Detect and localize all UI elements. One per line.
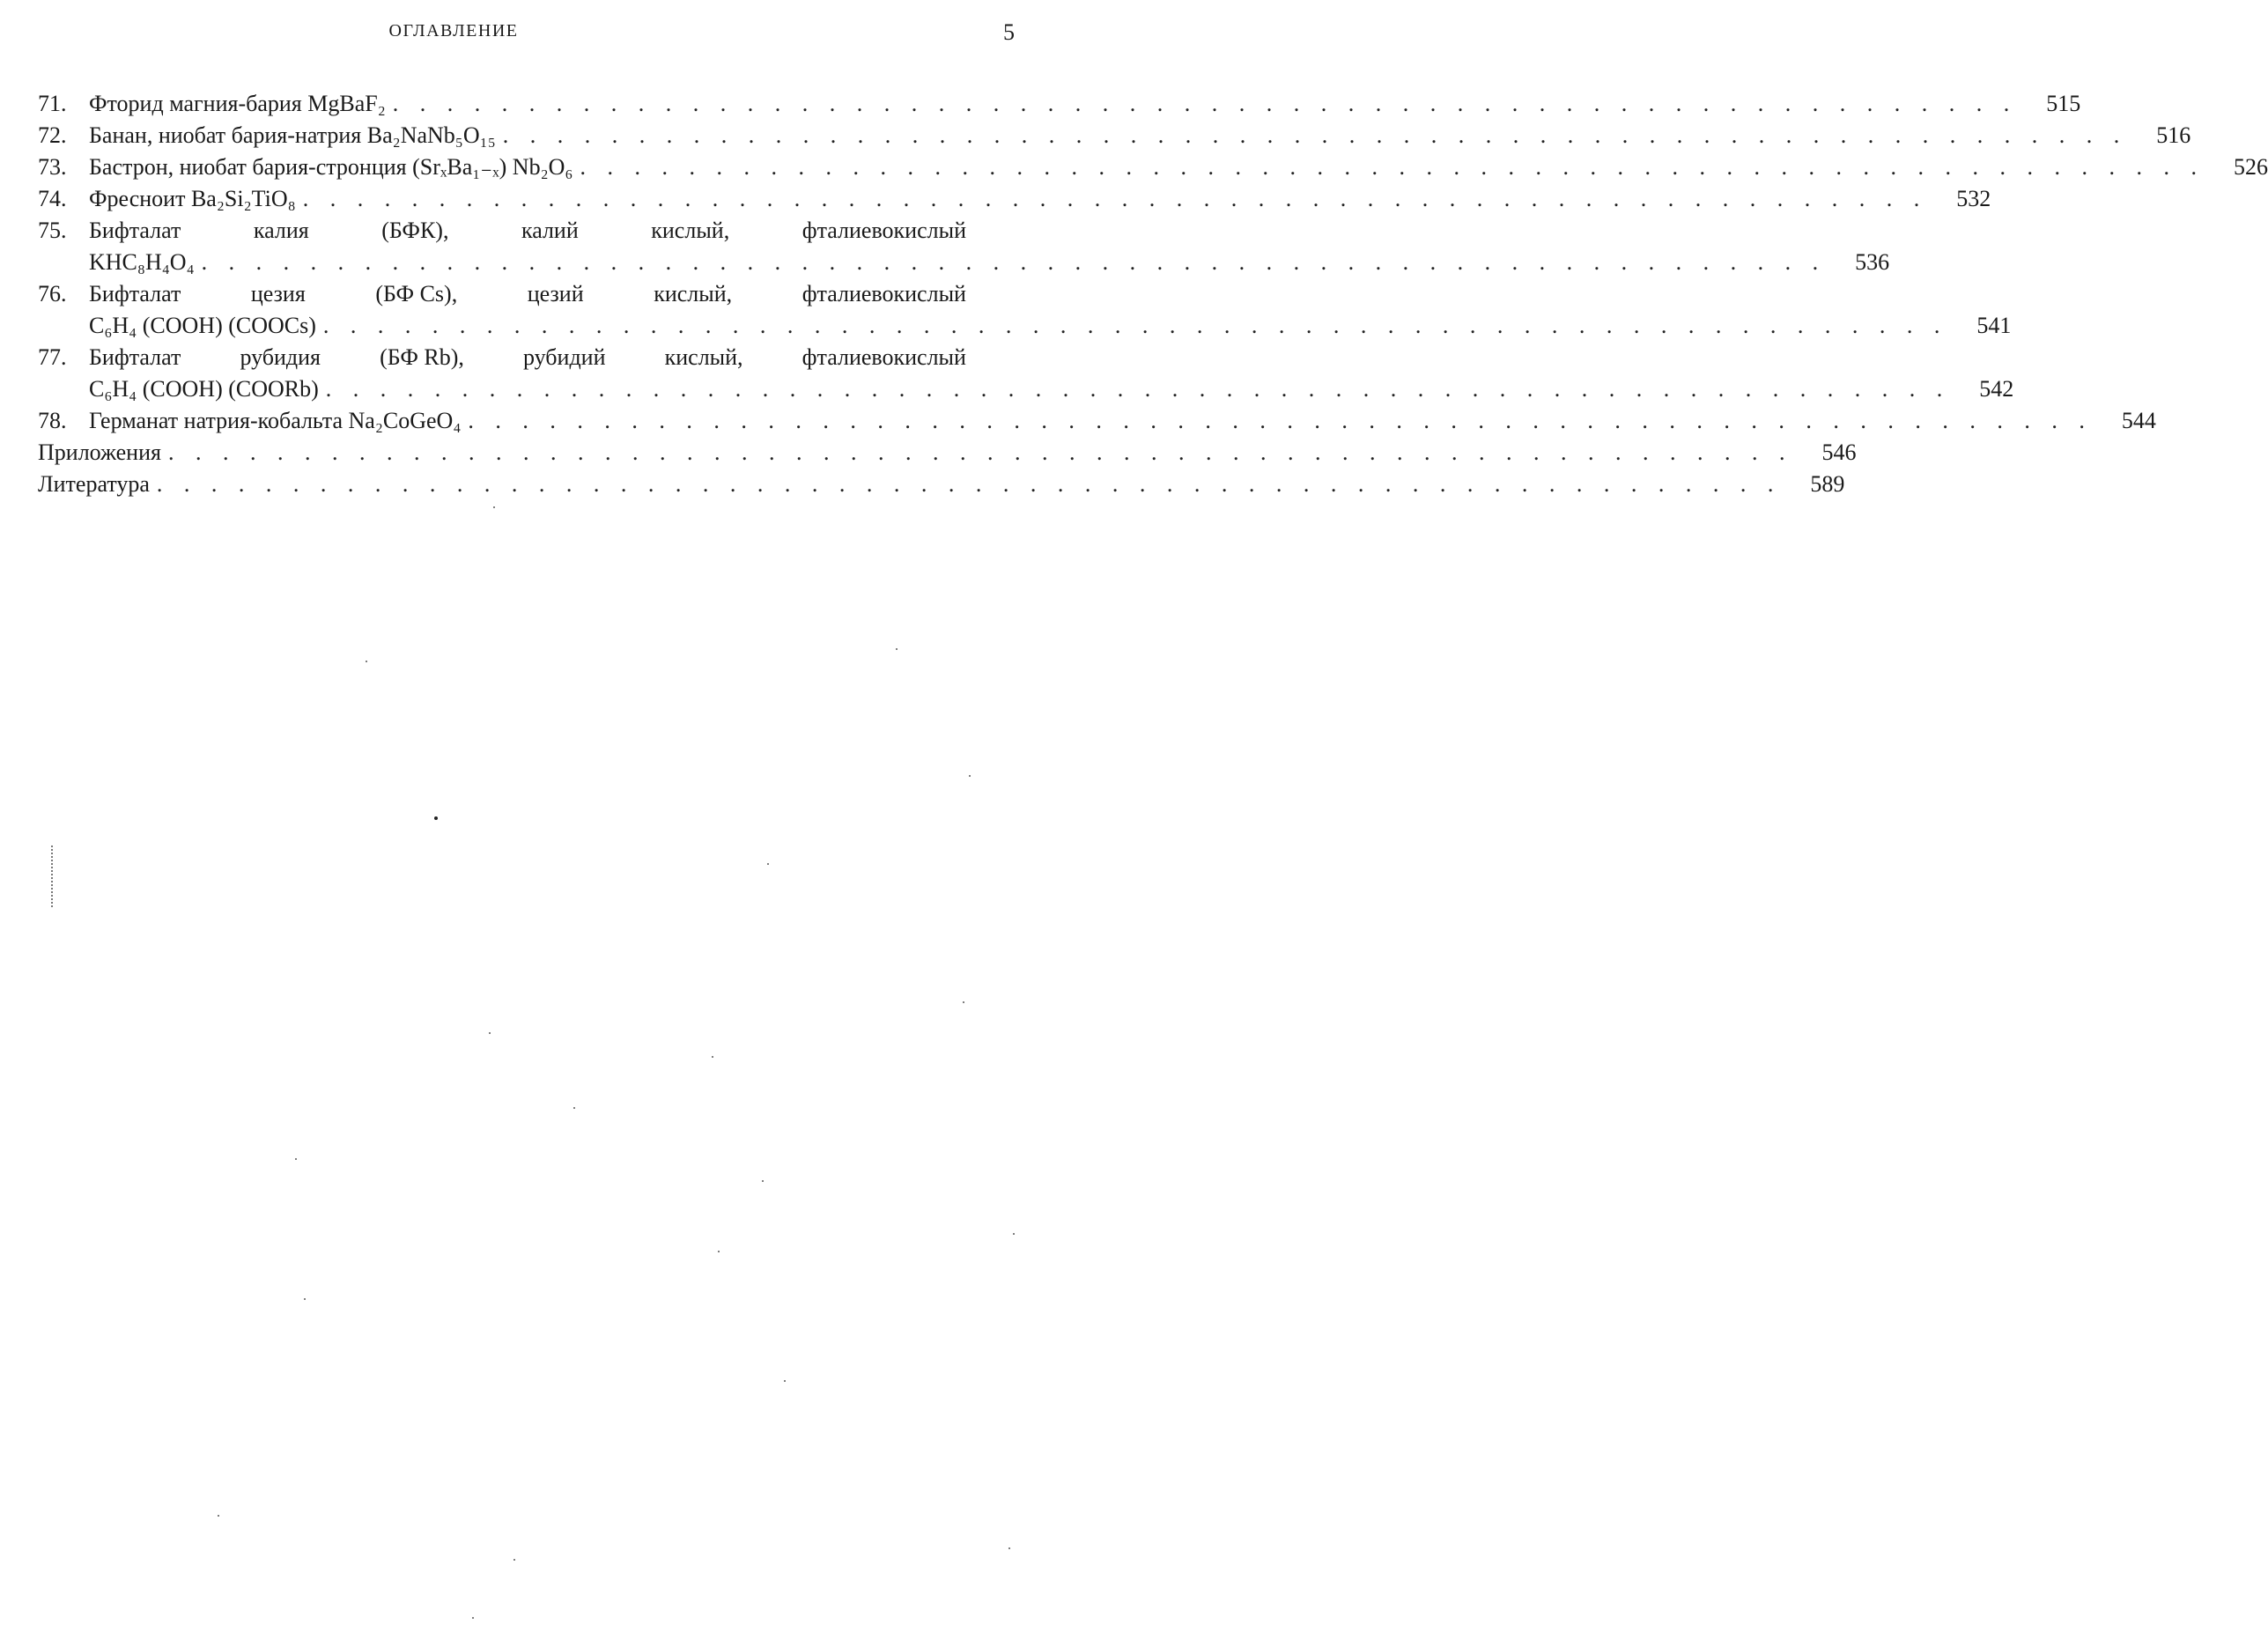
entry-title-word: цезия bbox=[250, 281, 306, 306]
entry-number: 73. bbox=[38, 154, 67, 180]
running-title: ОГЛАВЛЕНИЕ bbox=[388, 21, 519, 41]
toc-entry bbox=[38, 278, 2012, 342]
scan-speck bbox=[712, 1056, 713, 1058]
entry-page-number: 515 bbox=[2046, 91, 2081, 116]
entry-title: Литература bbox=[38, 471, 150, 497]
entry-page-number: 516 bbox=[2156, 122, 2191, 148]
entry-title: Фторид магния-бария MgBaF₂ bbox=[89, 91, 386, 116]
entry-title-word: рубидия bbox=[240, 344, 321, 370]
toc-entry bbox=[38, 88, 2081, 120]
entry-page-number: 541 bbox=[1976, 313, 2012, 338]
entry-formula: C₆H₄ (COOH) (COORb) bbox=[89, 376, 319, 402]
entry-title-word: кислый, bbox=[651, 218, 730, 243]
scan-speck bbox=[218, 1515, 219, 1517]
entry-page-number: 536 bbox=[1855, 249, 1890, 275]
entry-title-word: Бифталат bbox=[89, 281, 181, 306]
entry-title-word: (БФК), bbox=[381, 218, 449, 243]
entry-page-number: 526 bbox=[2233, 154, 2268, 180]
entry-page-number: 589 bbox=[1810, 471, 1845, 497]
entry-title: Германат натрия-кобальта Na₂CoGeO₄ bbox=[89, 408, 462, 433]
entry-title-word: Бифталат bbox=[89, 218, 181, 243]
scan-speck bbox=[896, 648, 898, 650]
scan-speck bbox=[489, 1032, 491, 1034]
scan-speck bbox=[1008, 1547, 1010, 1549]
scan-speck bbox=[434, 816, 438, 820]
page-header bbox=[0, 19, 1057, 46]
entry-title bbox=[89, 342, 966, 373]
scan-speck bbox=[963, 1001, 964, 1003]
scan-speck bbox=[304, 1298, 306, 1300]
entry-title: Фресноит Ba₂Si₂TiO₈ bbox=[89, 186, 296, 211]
dot-leader: . . . . . . . . . . . . . . . . . . . . . . . . . . . . . . . . . . . . . . . . . . . . . . . . . . . . . . . . . . . . bbox=[201, 249, 1827, 275]
entry-number: 74. bbox=[38, 186, 67, 211]
toc-entry bbox=[38, 151, 2268, 183]
toc-entry bbox=[38, 215, 1890, 278]
scan-speck bbox=[472, 1617, 474, 1619]
entry-title-word: кислый, bbox=[654, 281, 733, 306]
entry-title-word: (БФ Rb), bbox=[380, 344, 464, 370]
scan-speck bbox=[573, 1107, 575, 1109]
scan-speck bbox=[718, 1251, 720, 1252]
scan-speck bbox=[493, 506, 495, 508]
dot-leader: . . . . . . . . . . . . . . . . . . . . . . . . . . . . . . . . . . . . . . . . . . . . . . . . . . . . . . . . . . . . bbox=[580, 154, 2205, 180]
toc-entry bbox=[38, 120, 2191, 151]
entry-number: 75. bbox=[38, 218, 67, 243]
entry-title: Банан, ниобат бария-натрия Ba₂NaNb₅O₁₅ bbox=[89, 122, 496, 148]
entry-title: Приложения bbox=[38, 439, 161, 465]
entry-formula: C₆H₄ (COOH) (COOCs) bbox=[89, 313, 316, 338]
entry-number: 78. bbox=[38, 408, 67, 433]
scan-speck bbox=[767, 863, 769, 865]
entry-title-word: рубидий bbox=[522, 344, 606, 370]
dot-leader: . . . . . . . . . . . . . . . . . . . . . . . . . . . . . . . . . . . . . . . . . . . . . . . . . . . . . . . . . . . . bbox=[167, 439, 1793, 465]
dot-leader: . . . . . . . . . . . . . . . . . . . . . . . . . . . . . . . . . . . . . . . . . . . . . . . . . . . . . . . . . . . . bbox=[322, 313, 1948, 338]
entry-title-word: (БФ Cs), bbox=[375, 281, 458, 306]
entry-number: 71. bbox=[38, 91, 67, 116]
toc-entry bbox=[38, 405, 2156, 437]
entry-title-word: фталиевокислый bbox=[802, 281, 966, 306]
entry-number: 76. bbox=[38, 281, 67, 306]
toc-entry bbox=[38, 342, 2014, 405]
entry-title-word: калий bbox=[521, 218, 579, 243]
scan-speck bbox=[784, 1380, 786, 1382]
entry-title-word: фталиевокислый bbox=[802, 344, 966, 370]
scan-speck bbox=[1013, 1233, 1015, 1235]
entry-title-word: фталиевокислый bbox=[802, 218, 966, 243]
entry-title-word: кислый, bbox=[664, 344, 743, 370]
entry-title: Бастрон, ниобат бария-стронция (SrₓBa₁₋ₓ) Nb₂O₆ bbox=[89, 154, 573, 180]
entry-title bbox=[89, 278, 966, 310]
dot-leader: . . . . . . . . . . . . . . . . . . . . . . . . . . . . . . . . . . . . . . . . . . . . . . . . . . . . . . . . . . . . bbox=[468, 408, 2093, 433]
dot-leader: . . . . . . . . . . . . . . . . . . . . . . . . . . . . . . . . . . . . . . . . . . . . . . . . . . . . . . . . . . . . bbox=[325, 376, 1951, 402]
toc-entry bbox=[38, 183, 1991, 215]
scan-speck bbox=[513, 1559, 515, 1561]
entry-page-number: 546 bbox=[1821, 439, 1857, 465]
scan-speck bbox=[295, 1158, 297, 1160]
entry-page-number: 542 bbox=[1979, 376, 2014, 402]
dot-leader: . . . . . . . . . . . . . . . . . . . . . . . . . . . . . . . . . . . . . . . . . . . . . . . . . . . . . . . . . . . . bbox=[302, 186, 1928, 211]
scan-speck bbox=[762, 1180, 764, 1182]
entry-title-word: Бифталат bbox=[89, 344, 181, 370]
entry-title-word: калия bbox=[253, 218, 309, 243]
entry-title bbox=[89, 215, 966, 247]
table-of-contents bbox=[38, 88, 2268, 500]
entry-page-number: 544 bbox=[2121, 408, 2156, 433]
toc-entry-appendices bbox=[38, 437, 1857, 469]
entry-number: 77. bbox=[38, 344, 67, 370]
entry-number: 72. bbox=[38, 122, 67, 148]
scan-artifact-mark bbox=[51, 846, 53, 907]
entry-title-word: цезий bbox=[527, 281, 584, 306]
scan-speck bbox=[366, 661, 367, 662]
dot-leader: . . . . . . . . . . . . . . . . . . . . . . . . . . . . . . . . . . . . . . . . . . . . . . . . . . . . . . . . . . . . bbox=[156, 471, 1782, 497]
dot-leader: . . . . . . . . . . . . . . . . . . . . . . . . . . . . . . . . . . . . . . . . . . . . . . . . . . . . . . . . . . . . bbox=[502, 122, 2128, 148]
scan-speck bbox=[969, 775, 971, 777]
entry-formula: KHC₈H₄O₄ bbox=[89, 249, 195, 275]
entry-page-number: 532 bbox=[1956, 186, 1991, 211]
page-number: 5 bbox=[1003, 19, 1015, 45]
toc-entry-references bbox=[38, 469, 1845, 500]
dot-leader: . . . . . . . . . . . . . . . . . . . . . . . . . . . . . . . . . . . . . . . . . . . . . . . . . . . . . . . . . . . . bbox=[392, 91, 2018, 116]
